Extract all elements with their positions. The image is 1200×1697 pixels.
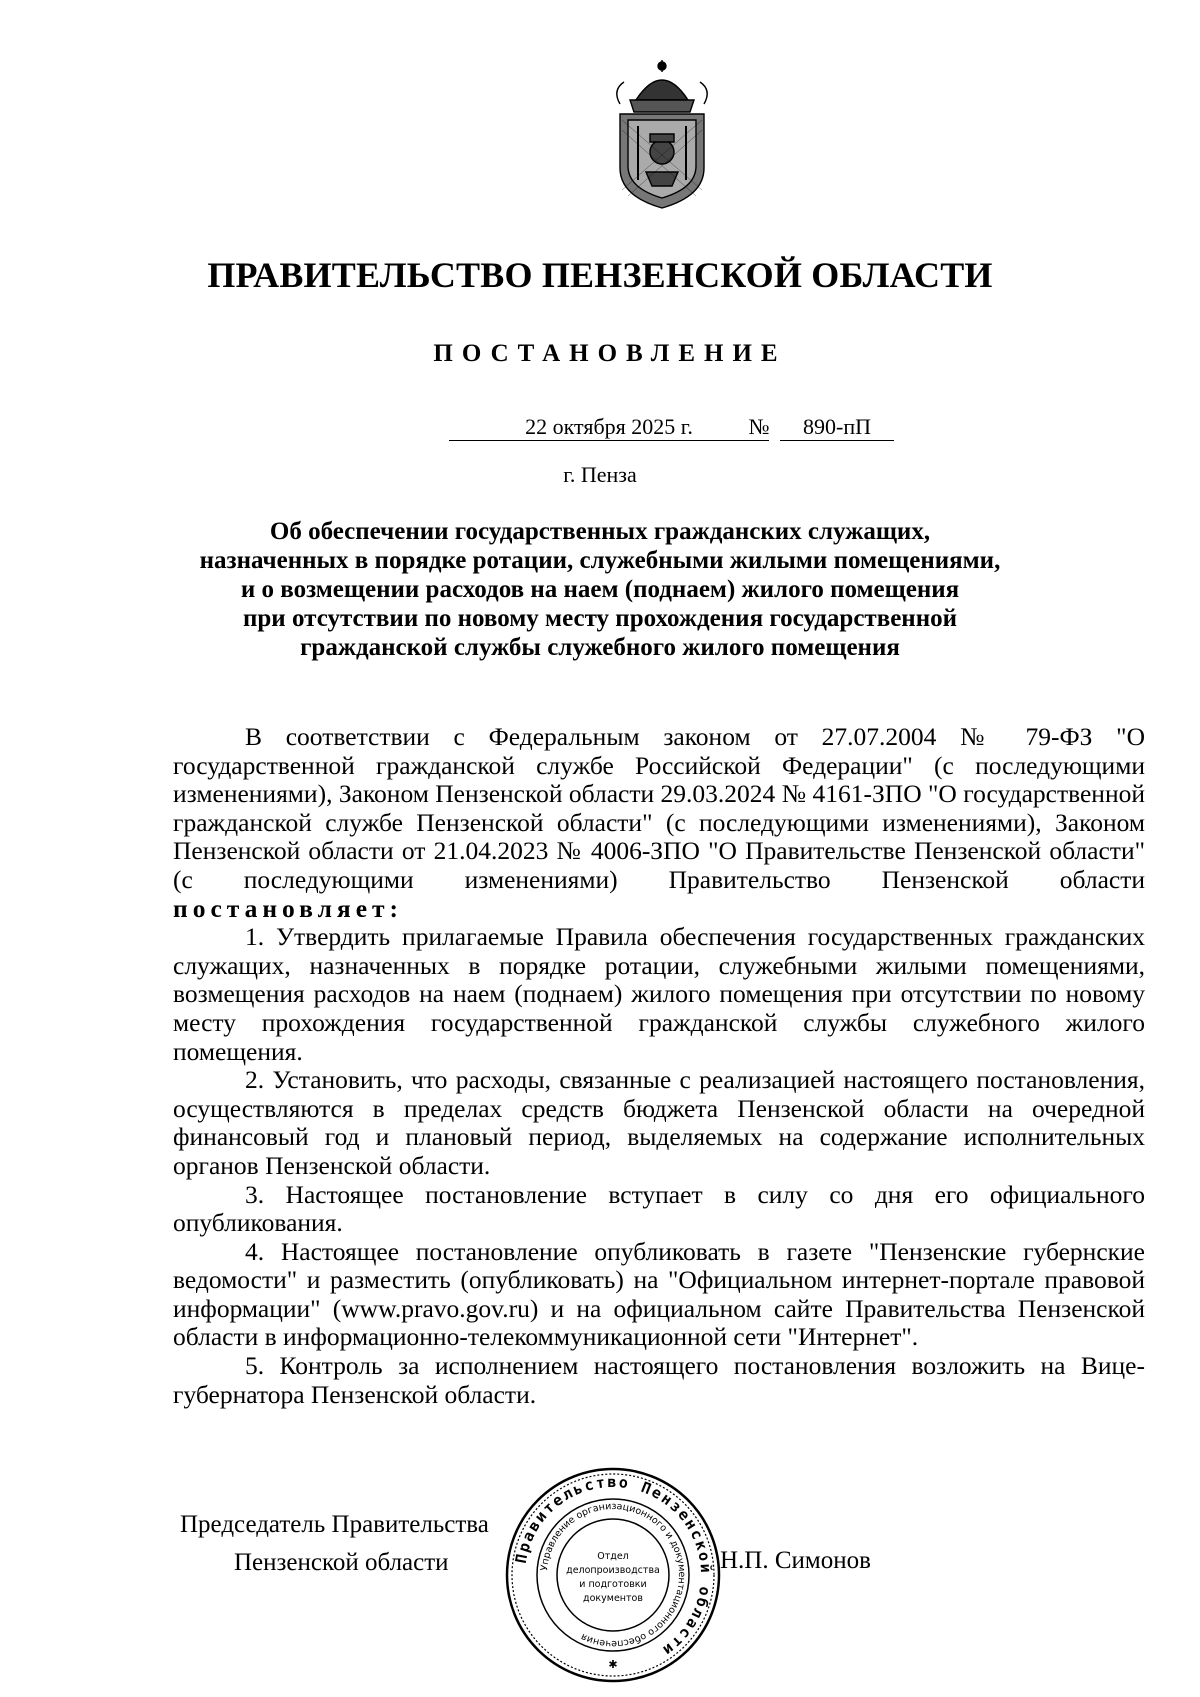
- signatory-position: [180, 1506, 489, 1582]
- position-line: Пензенской области: [234, 1549, 449, 1576]
- item-paragraph: 4. Настоящее постановление опубликовать в газете "Пензенские губернские ведомости" и разместить (опубликовать) на "Официальном интернет-портале правовой информации" (www.pravo.gov.ru) и на официальном сайте Правительства Пензенской области в информационно-телекоммуникационной сети "Интернет".: [173, 1236, 1145, 1352]
- seal-outer-text: Правительство Пензенской области: [511, 1472, 716, 1661]
- coat-of-arms-icon: [606, 60, 718, 210]
- item-paragraph: 1. Утвердить прилагаемые Правила обеспечения государственных гражданских служащих, назначенных в порядке ротации, служебными жилыми помещениями, возмещения расходов на наем (поднаем) жилого помещения при отсутствии по новому месту прохождения государственной гражданской службы служебного жилого помещения.: [173, 922, 1145, 1066]
- seal-center-line: делопроизводства: [566, 1565, 660, 1576]
- subject-line: и о возмещении расходов на наем (поднаем) жилого помещения: [240, 576, 960, 603]
- document-subject: [150, 517, 1050, 662]
- position-line: Председатель Правительства: [180, 1511, 489, 1538]
- seal-center-line: и подготовки: [579, 1579, 647, 1590]
- seal-star-icon: ✱: [608, 1659, 618, 1671]
- subject-line: при отсутствии по новому месту прохождения государственной: [242, 605, 958, 632]
- item-paragraph: 3. Настоящее постановление вступает в силу со дня его официального опубликования.: [173, 1179, 1145, 1238]
- organization-title: ПРАВИТЕЛЬСТВО ПЕНЗЕНСКОЙ ОБЛАСТИ: [207, 255, 993, 295]
- number-sign: №: [748, 414, 770, 439]
- subject-line: гражданской службы служебного жилого помещения: [300, 634, 900, 661]
- seal-center-line: Отдел: [597, 1551, 629, 1562]
- subject-line: назначенных в порядке ротации, служебными жилыми помещениями,: [199, 547, 1001, 574]
- seal-center-line: документов: [583, 1593, 643, 1604]
- document-number: 890-пП: [780, 414, 894, 441]
- item-paragraph: 2. Установить, что расходы, связанные с реализацией настоящего постановления, осуществляются в пределах средств бюджета Пензенской области на очередной финансовый год и плановый период, выделяемых на содержание исполнительных органов Пензенской области.: [173, 1065, 1145, 1180]
- preamble-paragraph: [173, 723, 1145, 923]
- signatory-name: Н.П. Симонов: [720, 1547, 871, 1574]
- item-paragraph: 5. Контроль за исполнением настоящего постановления возложить на Вице-губернатора Пензенской области.: [173, 1351, 1145, 1409]
- document-body: [173, 723, 1145, 1409]
- seal-inner-ring-text: Управление организационного и документационного обеспечения: [539, 1500, 688, 1650]
- official-seal: [503, 1465, 723, 1685]
- preamble-text: В соответствии с Федеральным законом от 27.07.2004 № 79-ФЗ "О государственной гражданской службе Российской Федерации" (с последующими изменениями), Законом Пензенской области 29.03.2024 № 4161-ЗПО "О государственной гражданской службе Пензенской области" (с последующими изменениями), Законом Пензенской области от 21.04.2023 № 4006-ЗПО "О Правительстве Пензенской области" (с последующими изменениями) Правительство Пензенской области: [173, 722, 1145, 894]
- resolves-word: постановляет:: [173, 893, 404, 923]
- document-type: ПОСТАНОВЛЕНИЕ: [433, 340, 787, 367]
- subject-line: Об обеспечении государственных гражданских служащих,: [269, 518, 931, 545]
- city: г. Пенза: [563, 462, 637, 487]
- document-date: 22 октября 2025 г.: [449, 414, 769, 441]
